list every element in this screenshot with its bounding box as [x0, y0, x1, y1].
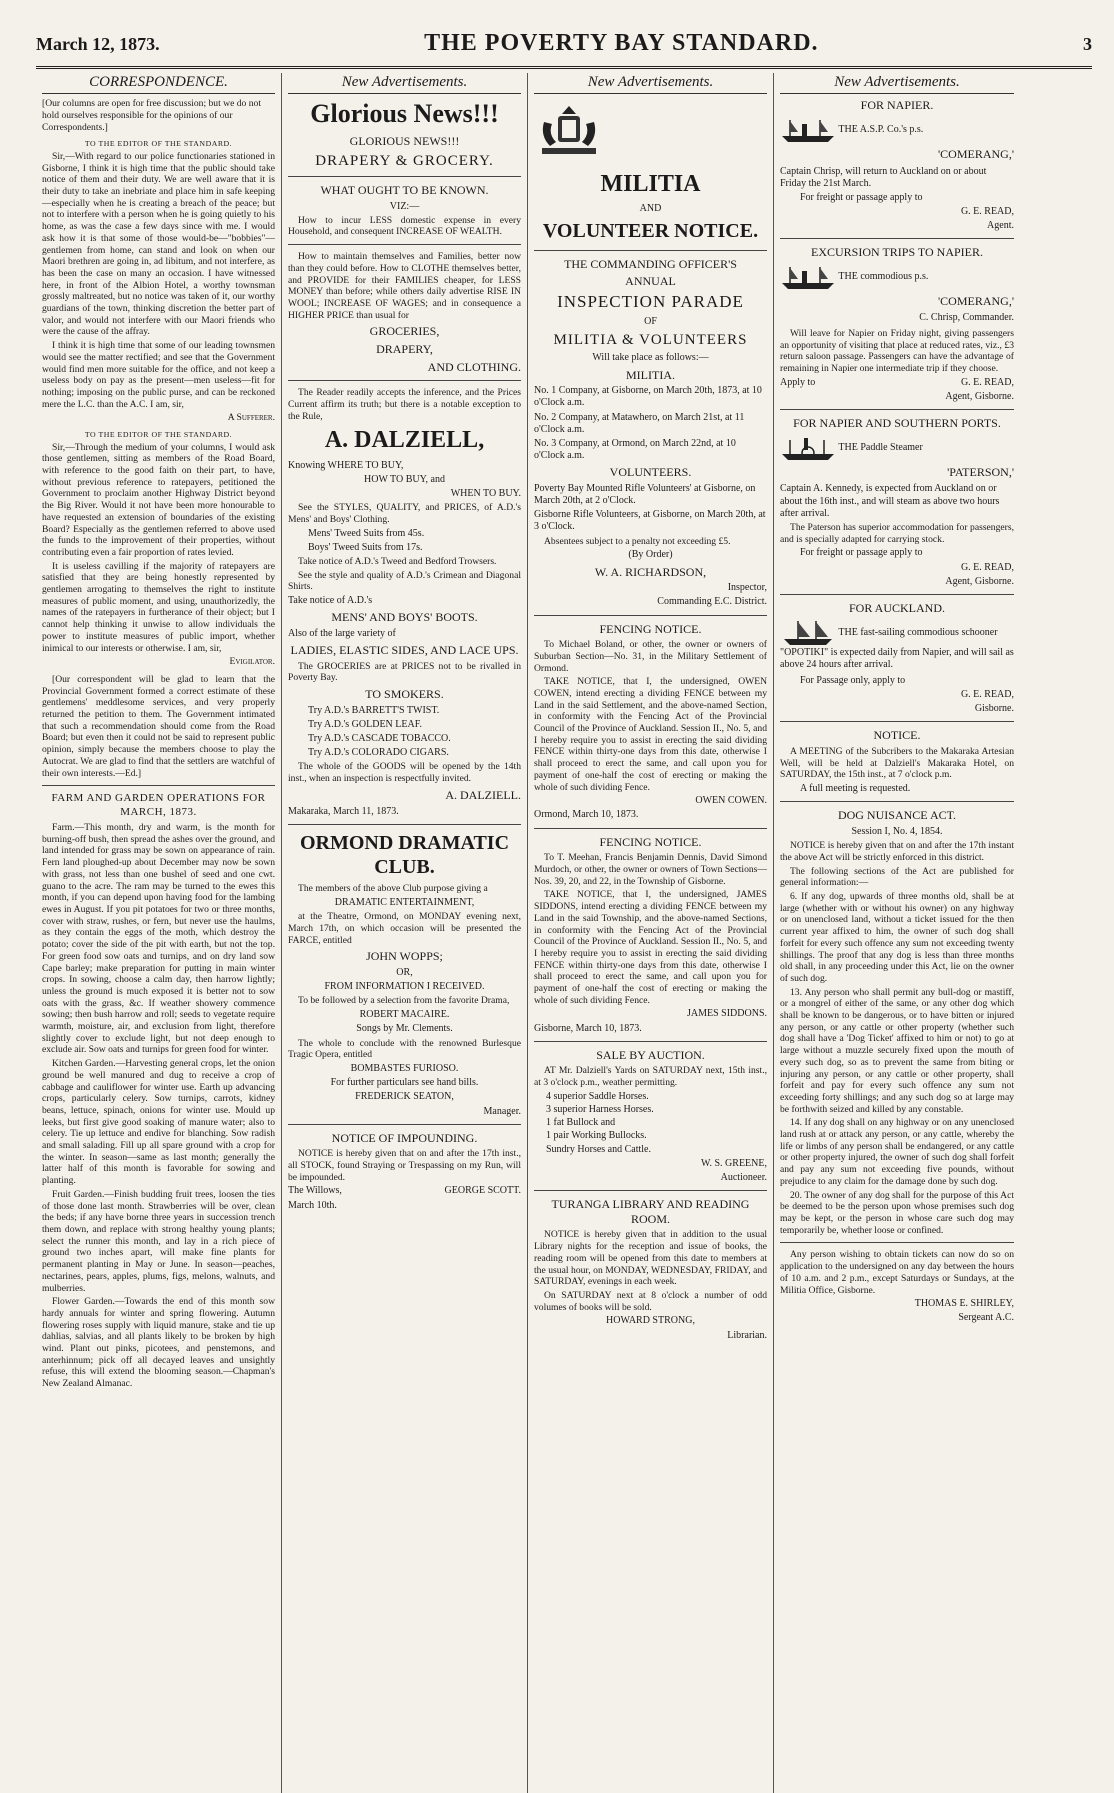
how-buy-line: HOW TO BUY, and [364, 473, 445, 485]
price-line: Mens' Tweed Suits from 45s. [308, 527, 425, 539]
dalziell-signature: A. DALZIELL. [445, 787, 521, 802]
of-line: OF [644, 315, 657, 327]
ormond-title: ORMOND DRAMATIC CLUB. [299, 831, 510, 879]
correspondence-header: CORRESPONDENCE. [42, 73, 275, 94]
auction-item: 4 superior Saddle Horses. [546, 1090, 649, 1102]
masthead [36, 30, 1092, 64]
ad-text: NOTICE is hereby given that on and after the 17th instant the above Act will be strictly enforced in this district. [780, 840, 1014, 863]
ads-header: New Advertisements. [534, 73, 767, 94]
library-title: TURANGA LIBRARY AND READING ROOM. [551, 1197, 750, 1226]
steamship-icon [780, 263, 836, 291]
ad-text: To Michael Boland, or other, the owner or owners of Suburban Section—No. 31, in the Military Settlement of Ormond. [534, 639, 767, 674]
issue-date: March 12, 1873. [36, 34, 160, 54]
ad-text: TAKE NOTICE, that I, the undersigned, JAMES SIDDONS, intend erecting a dividing FENCE between my Land in the said Township, and the above-named Sections, in conformity with the Fencing Act of the Provincial Council of the Province of Auckland. Session II., No. 5, and I hereby require you to assist in erecting the said dividing FENCE within thirty-one days from this date, otherwise I shall proceed to erect the same, and call upon you for payment of one-half the cost of erecting or making the whole of such dividing Fence. [534, 889, 767, 1006]
boots-heading: MENS' AND BOYS' BOOTS. [331, 610, 478, 625]
when-buy-line: WHEN TO BUY. [450, 488, 521, 499]
southern-ad [780, 434, 1014, 480]
farm-paragraph: Fruit Garden.—Finish budding fruit trees, loosen the ties of those done last month. Strawberries will be over, clean the beds; if any have borne three years in succession trench them down, and replace with strong healthy young plants; select the runner this month, and lay in a rich piece of ground two inches apart, will make fine plants for permanent planting in May or June. In season—peaches, nectarines, pears, apples, plums, figs, melons, walnuts, and mulberries. [42, 1188, 275, 1294]
notice-title: NOTICE. [873, 728, 921, 743]
letter-title: TO THE EDITOR OF THE STANDARD. [84, 430, 233, 440]
ad-text: Will leave for Napier on Friday night, giving passengers an opportunity of visiting that place at reduced rates, viz., £3 return saloon passage. Passengers can have the advantage of remaining in Napier one intermediate trip if they choose. [780, 327, 1014, 375]
inspector-label: Inspector, [727, 582, 767, 594]
agent-label: Agent, Gisborne. [945, 390, 1014, 402]
farm-paragraph: Farm.—This month, dry and warm, is the month for burning-off bush, then spread the ashes over the ground, and land intended for grass may be sown on appearance of rain. Fern land ploughed-up about December may now be sown with grass, not less than one bushel of seed and one cwt. guano to the acre. The ram may be turned to the ewes this month, if you can depend upon having food for the lambing ewes in August. If you pit potatoes for two or three months, cover with straw, rushes, or fern, but never use the haulms, as they contain the eggs of the moth, which destroy the potato; cover the side of the pit with earth, but not the top. For green food sow oats and turnips, and on dry land sow Cape barley; make preparation for putting in main winter crops. In sowing, choose a calm day, then harrow lightly; unless the ground is much exposed it is better not to sow oats with the grass, &c. If weather showery commence sowing; then bush harrow and roll; seeds to vegetate require warmth, moisture, air, and exclusion from light, therefore slightly cover to exclude light, but not deep enough to exclude air. Sow oats and turnips for green food for winter. [42, 822, 275, 1056]
volunteer-line: Poverty Bay Mounted Rifle Volunteers' at Gisborne, on March 20th, at 2 o'Clock. [534, 482, 756, 507]
divider [534, 828, 767, 829]
read-name: G. E. READ, [960, 689, 1014, 701]
or-line: OR, [396, 967, 413, 979]
librarian-label: Librarian. [727, 1329, 767, 1341]
divider [780, 721, 1014, 722]
volunteers-subheading: VOLUNTEERS. [609, 465, 692, 480]
company-line: No. 3 Company, at Ormond, on March 22nd, at 10 o'Clock a.m. [534, 437, 736, 462]
divider [780, 1242, 1014, 1243]
letter-title: TO THE EDITOR OF THE STANDARD. [84, 139, 233, 149]
divider [780, 238, 1014, 239]
divider [534, 1190, 767, 1191]
agent-label: Agent. [987, 220, 1014, 232]
auction-item: 1 fat Bullock and [546, 1117, 616, 1129]
paddle-line: THE Paddle Steamer [838, 441, 923, 453]
ad-text: The whole to conclude with the renowned Burlesque Tragic Opera, entitled [288, 1037, 521, 1061]
auction-title: SALE BY AUCTION. [596, 1047, 705, 1062]
fencing-signature: JAMES SIDDONS. [686, 1008, 767, 1020]
manager-label: Manager. [483, 1105, 521, 1117]
asp-line: THE A.S.P. Co.'s p.s. [838, 124, 924, 136]
masthead-rule [36, 66, 1092, 69]
also-line: Also of the large variety of [288, 627, 396, 639]
auction-item: Sundry Horses and Cattle. [546, 1143, 651, 1155]
will-take-line: Will take place as follows:— [592, 352, 709, 364]
letter-paragraph: Sir,—With regard to our police functionaries stationed in Gisborne, I think it is high time that the public should take notice of them and their duty. We are well aware that it is their duty to take an inebriate and place him in safe keeping—especially when he is creating a breach of the peace; but not to interfere with a person when he is going quietly to his home, as was the case a few days since with me. I would ask how it is that some of those would-be—"bobbies"—gentlemen from home, can stand and look on when our Maori brethren are going in, ad libitum, and not interfere, as has been the case on many an occasion. I have witnessed here, in front of the Albion Hotel, a worthy townsman grossly maltreated, but no notice was taken of it, our worthy guardians of the town, thinking discretion the better part of valor, and would not interfere with our Maori friends who were the cause of the affray. [42, 150, 275, 338]
militia-title: MILITIA [600, 171, 701, 197]
divider [534, 250, 767, 251]
sergeant-label: Sergeant A.C. [958, 1312, 1014, 1324]
apply-label: Apply to [780, 376, 816, 388]
newspaper-title: THE POVERTY BAY STANDARD. [424, 30, 819, 56]
read-name: G. E. READ, [960, 561, 1014, 573]
ship-name: 'COMERANG,' [938, 146, 1014, 161]
columns [36, 73, 1092, 1793]
ads-header: New Advertisements. [780, 73, 1014, 94]
freight-line: For freight or passage apply to [800, 191, 923, 203]
schooner-icon [780, 619, 836, 647]
what-ought-heading: WHAT OUGHT TO BE KNOWN. [320, 182, 489, 197]
ship-name: 'COMERANG,' [938, 294, 1014, 309]
company-line: No. 1 Company, at Gisborne, on March 20th, 1873, at 10 o'Clock a.m. [534, 385, 762, 409]
songs-line: Songs by Mr. Clements. [356, 1023, 453, 1035]
letter-signature: A Sufferer. [227, 412, 275, 424]
editor-reply: [Our correspondent will be glad to learn that the Provincial Government formed a correct estimate of these gentlemens' meddlesome services, and very properly returned the petition to them. The Government intimated that such a recommendation should come from the Road Board; but even then it could not be said to represent public opinion, simply because the members choose to play the Autocrat. We are glad to find that the settlers are watchful of their own interests.—Ed.] [42, 673, 275, 779]
glorious-sub: GLORIOUS NEWS!!! [349, 134, 460, 149]
entertainment-line: DRAMATIC ENTERTAINMENT, [334, 897, 475, 909]
kennedy-line: Captain A. Kennedy, is expected from Auckland on or about the 16th inst., and will steam as above two hours after arrival. [780, 483, 1000, 519]
ad-text: See the STYLES, QUALITY, and PRICES, of A.D.'s Mens' and Boys' Clothing. [288, 502, 521, 525]
letter-paragraph: Sir,—Through the medium of your columns, I would ask those gentlemen, sitting as members of the Road Board, with reference to the good faith on their part, to have, without previous reference to ratepayers, petitioned the Government to proclaim another Highway District beyond the Big River. Would it not have been more honourable to have requested an extension of boundaries of the existing Board? Especially as the gentlemen referred to above used the funds to the improvement of their properties, without contributing even a fair proportion of rates levied. [42, 441, 275, 558]
opera-title: BOMBASTES FURIOSO. [350, 1062, 459, 1074]
fencing-signature: OWEN COWEN. [695, 795, 767, 807]
freight-line: For freight or passage apply to [800, 547, 923, 559]
ad-text: How to maintain themselves and Families, better now than they could before. How to CLOTHE themselves better, and PROVIDE for their FAMILIES cheaper, for LESS MONEY than before; while others daily advertise RISE IN WOOL; INCREASE OF WAGES; and in consequence a HIGHER PRICE than usual for [288, 251, 521, 321]
excursion-title: EXCURSION TRIPS TO NAPIER. [810, 245, 984, 260]
divider [42, 785, 275, 786]
auction-item: 1 pair Working Bullocks. [546, 1130, 647, 1142]
agent-label: Agent, Gisborne. [945, 575, 1014, 587]
divider [288, 380, 521, 381]
chrisp-line: Captain Chrisp, will return to Auckland on or about Friday the 21st March. [780, 165, 987, 189]
tobacco-line: Try A.D.'s GOLDEN LEAF. [308, 718, 422, 730]
dog-act-title: DOG NUISANCE ACT. [837, 808, 957, 823]
and-line: AND [639, 203, 662, 215]
auckland-title: FOR AUCKLAND. [848, 600, 945, 615]
ad-text: On SATURDAY next at 8 o'clock a number of odd volumes of books will be sold. [534, 1289, 767, 1313]
tobacco-line: Try A.D.'s BARRETT'S TWIST. [308, 704, 440, 716]
opotiki-text: THE fast-sailing commodious schooner "OPOTIKI" is expected daily from Napier, and will sail as above 24 hours after arrival. [780, 626, 1014, 670]
divider [780, 409, 1014, 410]
ship-name: 'PATERSON,' [947, 464, 1014, 479]
act-section: 6. If any dog, upwards of three months old, shall be at large (whether with or without his owner) on any highway or on unenclosed land, without a ticket issued for the then current year affixed to him, the owner of such dog shall forfeit for every such offence any sum not exceeding twenty shillings. The proof that any dog is less than three months old shall, in any proceeding under this Act, lie on the owner of such dog. [780, 891, 1014, 984]
full-meeting-line: A full meeting is requested. [800, 783, 911, 795]
royal-crest-icon [534, 102, 604, 160]
viz-label: VIZ:— [389, 200, 420, 212]
ad-text: NOTICE is hereby given that on and after the 17th inst., all STOCK, found Straying or Trespassing on my Run, will be impounded. [288, 1148, 521, 1183]
ad-text: To be followed by a selection from the favorite Drama, [298, 995, 510, 1007]
ads-header: New Advertisements. [288, 73, 521, 94]
act-section: 20. The owner of any dog shall for the purpose of this Act be deemed to be the person upon whose premises such dog may be kept, or the person in whose care such dog may temporarily be, whether loose or confined. [780, 1189, 1014, 1236]
take-notice: Take notice of A.D.'s [288, 595, 373, 607]
mil-vol-title: MILITIA & VOLUNTEERS [553, 332, 748, 349]
militia-subheading: MILITIA. [626, 367, 675, 382]
divider [534, 615, 767, 616]
drama-title: ROBERT MACAIRE. [359, 1009, 450, 1021]
agent-label: Gisborne. [974, 703, 1014, 715]
drapery-heading: DRAPERY & GROCERY. [315, 152, 494, 169]
scott-name: GEORGE SCOTT. [444, 1185, 521, 1197]
divider [288, 176, 521, 177]
auctioneer-label: Auctioneer. [720, 1171, 767, 1183]
ad-text: A MEETING of the Subcribers to the Makaraka Artesian Well, will be held at Dalziell's Makaraka Hotel, on SATURDAY, the 15th inst., at 7 o'clock p.m. [780, 746, 1014, 781]
willows-label: The Willows, [288, 1185, 342, 1197]
column-advertisements-2 [528, 73, 774, 1793]
ad-text: NOTICE is hereby given that in addition to the usual Library nights for the reception and issue of books, the reading room will be opened from this date to members at the usual hour, on MONDAY, WEDNESDAY, FRIDAY, and SATURDAY, evenings in each week. [534, 1229, 767, 1288]
by-order: (By Order) [628, 549, 673, 561]
read-name: G. E. READ, [960, 206, 1014, 218]
ad-text: The Paterson has superior accommodation for passengers, and is specially adapted for carrying stock. [780, 521, 1014, 545]
editor-note: [Our columns are open for free discussion; but we do not hold ourselves responsible for the opinions of our Correspondents.] [42, 98, 262, 133]
inspection-title: INSPECTION PARADE [557, 292, 744, 312]
divider [780, 801, 1014, 802]
tobacco-line: Try A.D.'s COLORADO CIGARS. [308, 747, 449, 759]
strong-name: HOWARD STRONG, [606, 1315, 695, 1327]
impounding-title: NOTICE OF IMPOUNDING. [331, 1130, 478, 1145]
divider [780, 594, 1014, 595]
farce-title: JOHN WOPPS; [366, 949, 443, 964]
auction-list [534, 1091, 767, 1156]
apply-line [780, 377, 1014, 389]
price-line: Boys' Tweed Suits from 17s. [308, 541, 423, 553]
fencing-date: Gisborne, March 10, 1873. [534, 1022, 642, 1034]
column-correspondence [36, 73, 282, 1793]
march10-line: March 10th. [288, 1199, 337, 1211]
ad-text: TAKE NOTICE, that I, the undersigned, OWEN COWEN, intend erecting a dividing FENCE between my Land in the said Settlement, and the above-named Section, in conformity with the Fencing Act of the Provincial Council of the Province of Auckland. Session II., No. 5, and I hereby require you to assist in erecting the said dividing FENCE within thirty-one days from this date, otherwise I shall proceed to erect the same, and call upon you for payment of one-half the cost of erecting or making the whole of such dividing Fence. [534, 676, 767, 793]
ad-text: The GROCERIES are at PRICES not to be rivalled in Poverty Bay. [288, 660, 521, 684]
ad-text: How to incur LESS domestic expense in every Household, and consequent INCREASE OF WEALTH. [288, 214, 521, 238]
session-line: Session I, No. 4, 1854. [851, 826, 943, 837]
ad-text: To T. Meehan, Francis Benjamin Dennis, David Simond Murdoch, or other, the owner or owners of Town Sections—Nos. 39, 20, and 22, in the Township of Gisborne. [534, 852, 767, 887]
ad-text: AT Mr. Dalziell's Yards on SATURDAY next, 15th inst., at 3 o'clock p.m., weather permitting. [534, 1065, 767, 1089]
read-name: G. E. READ, [960, 376, 1014, 388]
page-number: 3 [1083, 34, 1092, 54]
column-advertisements-1 [282, 73, 528, 1793]
southern-title: FOR NAPIER AND SOUTHERN PORTS. [793, 416, 1001, 431]
farm-title: FARM AND GARDEN OPERATIONS FOR MARCH, 1873. [51, 792, 266, 818]
passage-line: For Passage only, apply to [800, 674, 906, 686]
auckland-ad [780, 619, 1014, 671]
act-section: 13. Any person who shall permit any bull-dog or mastiff, or a mongrel of either of the same, or any other dog which shall be known to be dangerous, or to have bitten or injured any person, or any cattle or other property (whether such dog shall have a 'Dog Ticket' affixed to him or not) to go at large without a muzzle securely fixed upon the mouth of every such dog, so as to prevent the same from biting or injuring any person, or any cattle or other property, shall forfeit and pay for every such offence any sum not exceeding forty shillings; and any such dog so at large may be forthwith seized and killed by any constable. [780, 986, 1014, 1115]
dalziell-place: Makaraka, March 11, 1873. [288, 805, 399, 817]
letter-paragraph: I think it is high time that some of our leading townsmen would see the matter rectified; and see that the Government would find men more suitable for the office, and not keep a useless body on pay as the present—men useless—fit for nothing; imposing on the public purse, and can be reckoned mere the L.C. than the A.C. I am, sir, [42, 340, 275, 410]
excursion-ad [780, 263, 1014, 324]
ad-text: Any person wishing to obtain tickets can now do so on application to the undersigned on any day between the hours of 10 a.m. and 2 p.m., except Saturdays or Sundays, at the Militia Office, Gisborne. [780, 1249, 1014, 1296]
clothing-line: AND CLOTHING. [427, 359, 521, 374]
fencing-date: Ormond, March 10, 1873. [534, 809, 639, 821]
annual-line: ANNUAL [625, 274, 676, 289]
letter-signature: Evigilator. [229, 656, 275, 668]
dalziell-name: A. DALZIELL, [324, 427, 485, 454]
smokers-heading: TO SMOKERS. [365, 687, 444, 702]
tobacco-line: Try A.D.'s CASCADE TOBACCO. [308, 733, 451, 745]
ad-text: Take notice of A.D.'s Tweed and Bedford Trowsers. [298, 555, 497, 567]
greene-name: W. S. GREENE, [700, 1157, 767, 1169]
napier-title: FOR NAPIER. [860, 98, 934, 113]
ad-text: The following sections of the Act are published for general information:— [780, 865, 1014, 889]
commanding-ec-label: Commanding E.C. District. [657, 596, 767, 608]
ad-text: The whole of the GOODS will be opened by the 14th inst., when an inspection is respectfully invited. [288, 761, 521, 785]
richardson-name: W. A. RICHARDSON, [594, 564, 707, 579]
ladies-heading: LADIES, ELASTIC SIDES, AND LACE UPS. [290, 643, 519, 658]
commanding-line: THE COMMANDING OFFICER'S [564, 256, 737, 271]
farm-paragraph: Kitchen Garden.—Harvesting general crops, let the onion ground be well manured and dug to receive a crop of cabbage and cauliflower for winter use. Earth up advancing crops, particularly celery. Sow turnips, carrots, kidney beans, lettuce, spinach, onions for winter use. Mould up leeks, but first give good soaking of manure water; also to celery. Tie up lettuce and endive for blanching. Sow radish and small salading. Fill up all spare ground with a crop for the winter. In season—same as last month; generally the latter half of this month is favorable for sowing and planting. [42, 1058, 275, 1187]
napier-ad [780, 116, 1014, 162]
fencing-title: FENCING NOTICE. [599, 834, 702, 849]
drapery-line: DRAPERY, [376, 342, 433, 356]
farm-paragraph: Flower Garden.—Towards the end of this month sow hardy annuals for winter and spring flowering. Autumn flowering roses supply with liquid manure, stake and tie up dahlias, salvias, and all plants likely to be broken by high wind. Plant out pinks, picotees, and penstemons, and anterhinnum; pick off all decayed leaves and unsightly refuse, this will extend the blooming season.—Chapman's New Zealand Almanac. [42, 1296, 275, 1390]
letter-paragraph: It is useless cavilling if the majority of ratepayers are satisfied that they are being honestly represented by gentlemen arrogating to themselves the right to institute measures of public moment, and using, unauthorizedly, the names of the ratepayers in furtherance of their object; but I cannot help thinking it unwise to allow individuals the power to institute measures of public import, whether inimical to our interests or otherwise. I am, sir, [42, 560, 275, 654]
volunteer-notice-title: VOLUNTEER NOTICE. [542, 220, 759, 243]
company-line: No. 2 Company, at Matawhero, on March 21st, at 11 o'Clock a.m. [534, 411, 745, 435]
knowing-line: Knowing WHERE TO BUY, [288, 459, 404, 471]
groceries-line: GROCERIES, [369, 324, 440, 339]
act-section: 14. If any dog shall on any highway or on any unenclosed land rush at or attack any person, or any cattle, whereby the life or limbs of any person shall be endangered, or any cattle or other property injured, the owner of such dog shall forfeit and pay any sum not exceeding five pounds, without prejudice to any claim for the damage done by such dog. [780, 1117, 1014, 1187]
seaton-name: FREDERICK SEATON, [355, 1091, 454, 1103]
further-line: For further particulars see hand bills. [330, 1077, 479, 1089]
steamship-icon [780, 116, 836, 144]
shirley-name: THOMAS E. SHIRLEY, [914, 1298, 1014, 1310]
auction-item: 3 superior Harness Horses. [546, 1104, 654, 1116]
farce-subtitle: FROM INFORMATION I RECEIVED. [324, 981, 485, 993]
commodious-line: THE commodious p.s. [838, 271, 929, 283]
divider [288, 824, 521, 825]
ad-text: The members of the above Club purpose giving a [298, 883, 488, 895]
divider [534, 1041, 767, 1042]
ad-text: See the style and quality of A.D.'s Crimean and Diagonal Shirts. [288, 569, 521, 593]
willows-line [288, 1185, 521, 1197]
glorious-title: Glorious News!!! [310, 99, 499, 129]
paddle-steamer-icon [780, 434, 836, 462]
column-advertisements-3 [774, 73, 1020, 1793]
ad-text: Absentees subject to a penalty not exceeding £5. [544, 535, 731, 547]
commander-line: C. Chrisp, Commander. [919, 311, 1014, 323]
divider [288, 244, 521, 245]
fencing-title: FENCING NOTICE. [599, 621, 702, 636]
volunteer-line: Gisborne Rifle Volunteers, at Gisborne, on March 20th, at 3 o'Clock. [534, 509, 766, 533]
ad-text: at the Theatre, Ormond, on MONDAY evening next, March 17th, on which occasion will be presented the FARCE, entitled [288, 911, 521, 946]
ad-text: The Reader readily accepts the inference, and the Prices Current affirm its truth; but there is a notable exception to the Rule, [288, 387, 521, 422]
divider [288, 1124, 521, 1125]
